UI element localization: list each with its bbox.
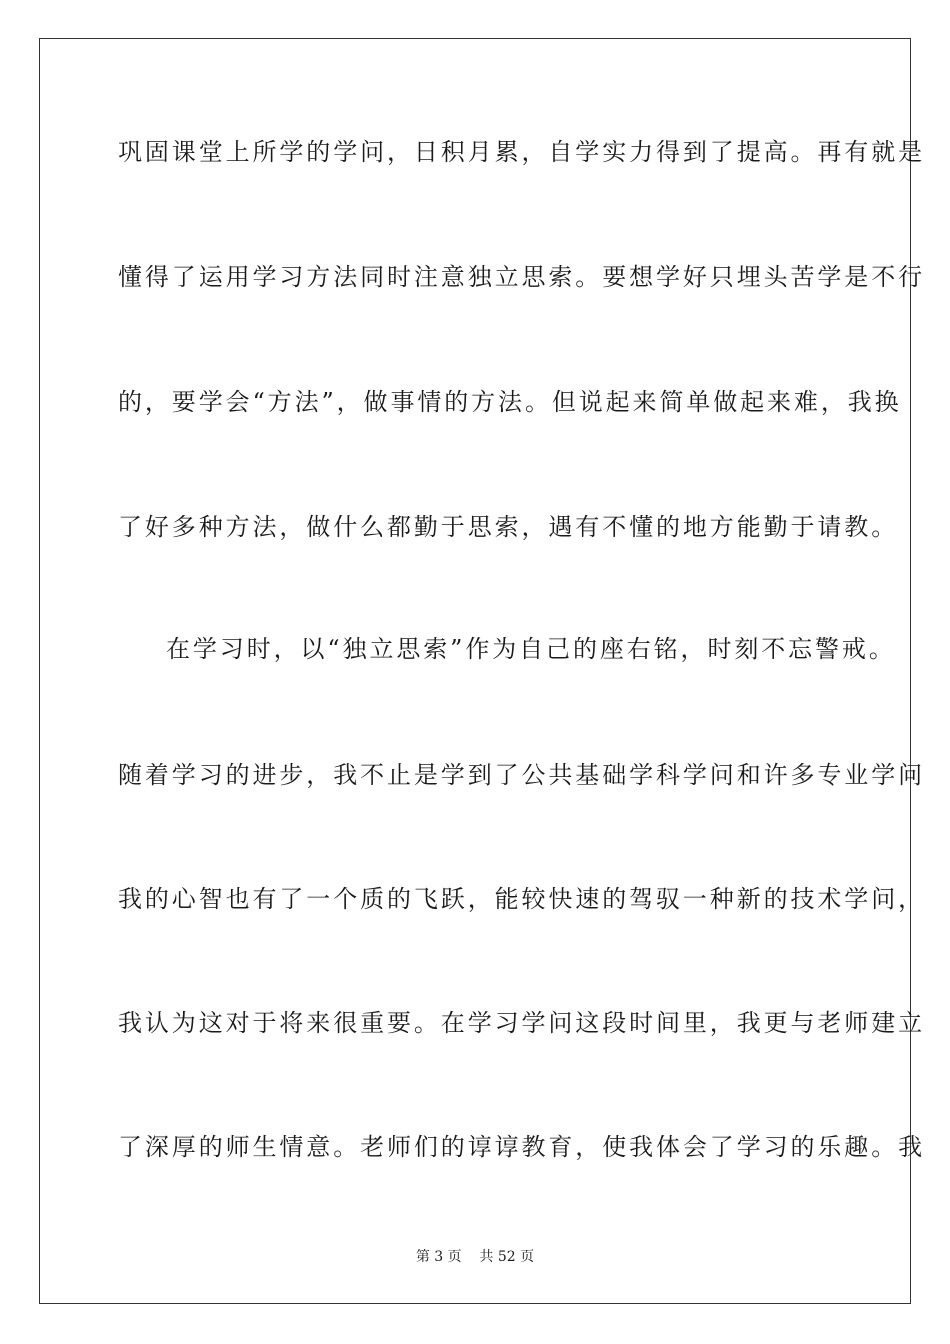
text-line-7: 我的心智也有了一个质的飞跃，能较快速的驾驭一种新的技术学问，: [118, 885, 925, 913]
page-border: [39, 38, 925, 1304]
text-line-3: 的，要学会“方法”，做事情的方法。但说起来简单做起来难，我换: [118, 388, 902, 416]
text-line-9: 了深厚的师生情意。老师们的谆谆教育，使我体会了学习的乐趣。我: [118, 1133, 925, 1161]
text-line-4: 了好多种方法，做什么都勤于思索，遇有不懂的地方能勤于请教。: [118, 513, 899, 541]
text-line-6: 随着学习的进步，我不止是学到了公共基础学科学问和许多专业学问: [118, 761, 925, 789]
text-line-5-paragraph-start: 在学习时，以“独立思索”作为自己的座右铭，时刻不忘警戒。: [166, 635, 896, 663]
page-number-footer: 第 3 页 共 52 页: [415, 1249, 535, 1265]
text-line-8: 我认为这对于将来很重要。在学习学问这段时间里，我更与老师建立: [118, 1009, 925, 1037]
text-line-1: 巩固课堂上所学的学问，日积月累，自学实力得到了提高。再有就是: [118, 138, 925, 166]
text-line-2: 懂得了运用学习方法同时注意独立思索。要想学好只埋头苦学是不行: [118, 263, 925, 291]
